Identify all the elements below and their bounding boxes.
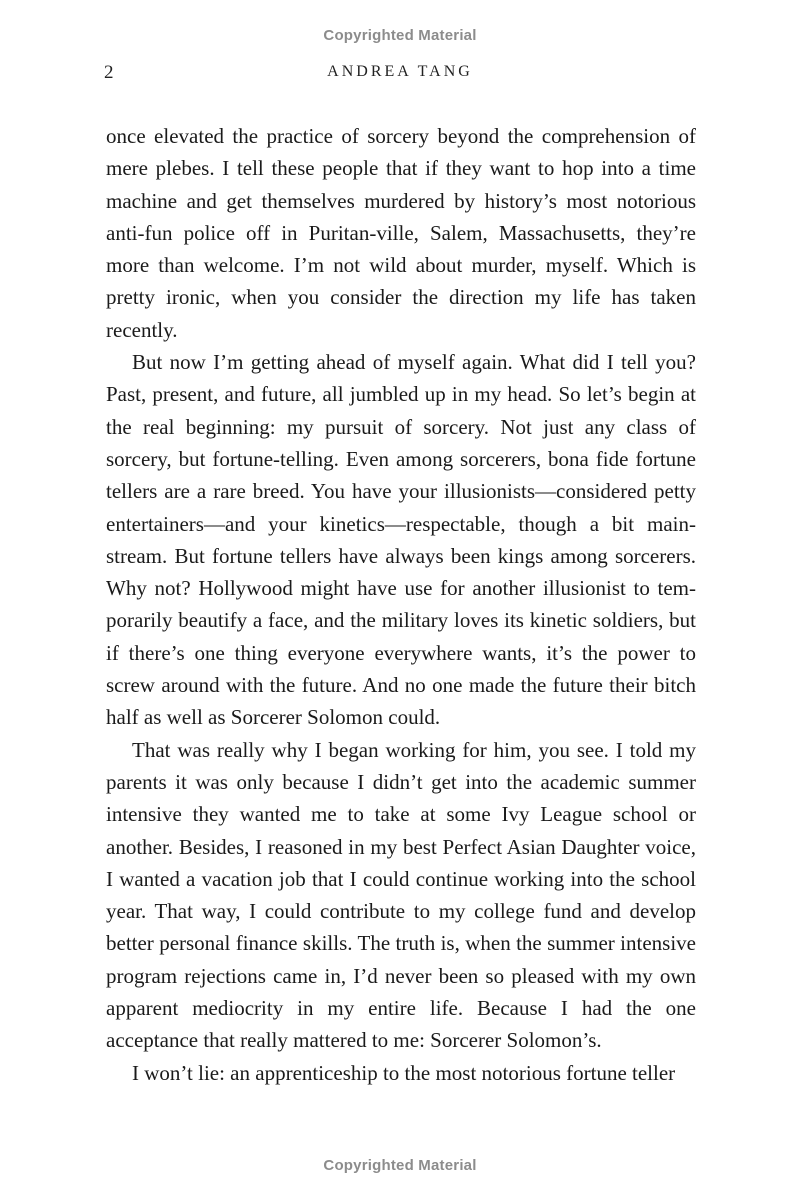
paragraph: That was really why I began working for him, you see. I told my parents it was only because I didn’t get into the academic summer intensive they wanted me to take at some Ivy League school or another. Besides, I reasoned in my best Perfect Asian Daughter voice, I wanted a vacation job that I could continue working into the school year. That way, I could contribute to my college fund and develop better personal finance skills. The truth is, when the summer intensive program rejections came in, I’d never been so pleased with my own apparent mediocrity in my entire life. Because I had the one acceptance that really mattered to me: Sorcerer Solomon’s. [106, 737, 696, 1053]
page-body [106, 120, 696, 1089]
copyright-watermark-top: Copyrighted Material [323, 27, 477, 44]
paragraph: once elevated the practice of sorcery beyond the comprehension of mere plebes. I tell these people that if they want to hop into a time machine and get themselves murdered by history’s most notorious anti-fun police off in Puritan-ville, Salem, Massachusetts, they’re more than welcome. I’m not wild about murder, myself. Which is pretty ironic, when you consider the direction my life has taken recently. [106, 124, 696, 342]
paragraph: But now I’m getting ahead of myself again. What did I tell you? Past, present, and future, all jumbled up in my head. So let’s begin at the real beginning: my pursuit of sorcery. Not just any class of sorcery, but fortune-telling. Even among sorcerers, bona fide fortune tellers are a rare breed. You have your illusionists—considered petty entertainers—and your kinetics—respectable, though a bit mainstream. But fortune tellers have always been kings among sorcerers. Why not? Hollywood might have use for another illusionist to temporarily beautify a face, and the military loves its kinetic soldiers, but if there’s one thing everyone everywhere wants, it’s the power to screw around with the future. And no one made the future their bitch half as well as Sorcerer Solomon could. [106, 350, 696, 730]
copyright-watermark-bottom: Copyrighted Material [323, 1157, 477, 1174]
running-header [104, 60, 696, 88]
page-number: 2 [104, 62, 114, 83]
paragraph: I won’t lie: an apprenticeship to the most notorious fortune teller [132, 1060, 676, 1085]
running-head-author: ANDREA TANG [327, 63, 473, 80]
